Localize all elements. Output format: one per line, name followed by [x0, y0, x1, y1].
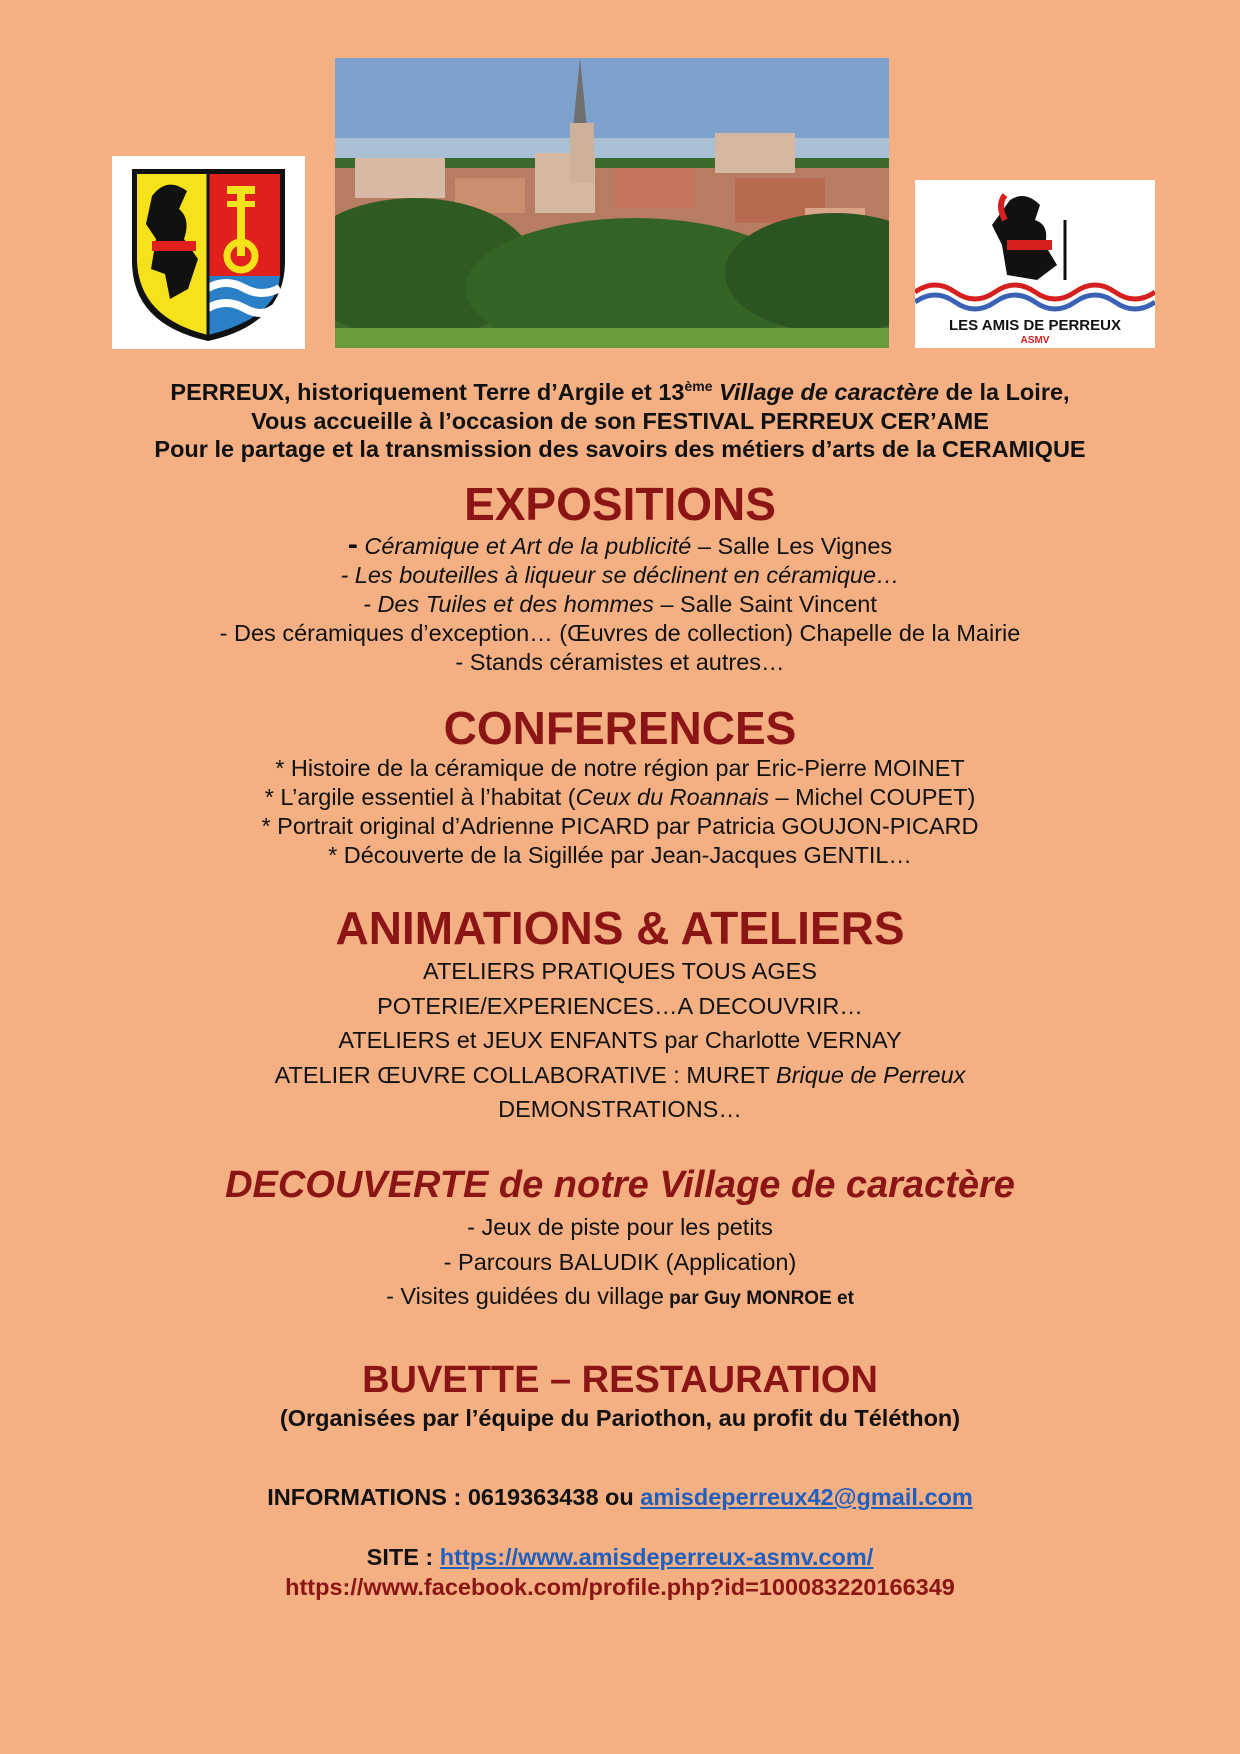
conf-item-2-italic: Ceux du Roannais	[575, 784, 769, 810]
conf-item-2-a: * L’argile essentiel à l’habitat (	[264, 784, 576, 810]
site-line	[0, 1542, 1240, 1572]
expo-item-1-italic: Céramique et Art de la publicité	[357, 533, 692, 559]
anim-item-4-a: ATELIER ŒUVRE COLLABORATIVE : MURET	[274, 1061, 777, 1088]
crest-shield-icon	[112, 156, 305, 349]
dec-item-1: - Jeux de piste pour les petits	[467, 1214, 773, 1240]
anim-item-4-italic: Brique de Perreux	[776, 1061, 966, 1088]
dec-item-2: - Parcours BALUDIK (Application)	[443, 1248, 797, 1275]
village-landscape-icon	[335, 58, 889, 348]
informations-label: INFORMATIONS : 0619363438 ou	[267, 1484, 641, 1510]
intro-line-1-italic: Village de caractère	[712, 379, 939, 405]
decouverte-section	[0, 1160, 1240, 1317]
village-photo	[335, 58, 889, 348]
expo-item-3-italic: - Des Tuiles et des hommes	[363, 591, 654, 617]
dec-item-3	[0, 1279, 1240, 1317]
decouverte-heading: DECOUVERTE de notre Village de caractère	[225, 1164, 1015, 1206]
lion-logo-icon	[915, 180, 1155, 348]
facebook-link[interactable]: https://www.facebook.com/profile.php?id=100083220166349	[285, 1574, 955, 1600]
animations-section	[0, 902, 1240, 1127]
association-logo	[915, 180, 1155, 348]
intro-line-3: Pour le partage et la transmission des savoirs des métiers d’arts de la CERAMIQUE	[154, 436, 1086, 462]
buvette-heading: BUVETTE – RESTAURATION	[362, 1359, 878, 1401]
email-link[interactable]: amisdeperreux42@gmail.com	[640, 1484, 973, 1510]
intro-line-1-a: PERREUX, historiquement Terre d’Argile et 13	[170, 379, 685, 405]
anim-item-4	[0, 1058, 1240, 1093]
anim-item-2: POTERIE/EXPERIENCES…A DECOUVRIR…	[377, 992, 863, 1019]
site-label: SITE :	[366, 1544, 440, 1570]
expo-item-3-b: – Salle Saint Vincent	[653, 591, 877, 617]
conf-item-2-b: – Michel COUPET)	[768, 784, 976, 810]
expo-item-3	[0, 590, 1240, 619]
logo-subtitle: ASMV	[1020, 335, 1050, 346]
anim-item-1: ATELIERS PRATIQUES TOUS AGES	[423, 958, 817, 984]
intro-line-2: Vous accueille à l’occasion de son FESTIVAL PERREUX CER’AME	[251, 407, 989, 434]
expo-item-1	[0, 530, 1240, 561]
expositions-heading: EXPOSITIONS	[464, 478, 776, 530]
expositions-section	[0, 478, 1240, 677]
expo-item-5: - Stands céramistes et autres…	[455, 649, 785, 675]
logo-title: LES AMIS DE PERREUX	[949, 317, 1121, 334]
conf-item-3: * Portrait original d’Adrienne PICARD par Patricia GOUJON-PICARD	[261, 813, 979, 839]
expo-item-1-b: – Salle Les Vignes	[691, 533, 893, 559]
crest-image	[112, 156, 305, 349]
anim-item-3: ATELIERS et JEUX ENFANTS par Charlotte VERNAY	[338, 1027, 902, 1053]
intro-line-1-b: de la Loire,	[938, 379, 1070, 405]
expo-item-4: - Des céramiques d’exception… (Œuvres de collection) Chapelle de la Mairie	[219, 620, 1021, 646]
anim-item-5: DEMONSTRATIONS…	[498, 1096, 742, 1122]
site-link[interactable]: https://www.amisdeperreux-asmv.com/	[439, 1544, 874, 1570]
animations-heading: ANIMATIONS & ATELIERS	[335, 902, 905, 954]
informations-line	[0, 1482, 1240, 1512]
conf-item-1: * Histoire de la céramique de notre région par Eric-Pierre MOINET	[275, 755, 965, 781]
conf-item-2	[0, 783, 1240, 812]
intro-line-1-sup: ème	[684, 378, 713, 394]
intro-line-1	[0, 372, 1240, 407]
buvette-subtitle: (Organisées par l’équipe du Pariothon, au profit du Téléthon)	[279, 1405, 961, 1431]
expo-item-1-dash: -	[347, 528, 358, 561]
dec-item-3-a: - Visites guidées du village	[386, 1283, 664, 1309]
conferences-heading: CONFERENCES	[443, 702, 797, 754]
conferences-section	[0, 702, 1240, 870]
buvette-section	[0, 1356, 1240, 1433]
dec-item-3-small: par Guy MONROE et	[663, 1288, 854, 1309]
conf-item-4: * Découverte de la Sigillée par Jean-Jacques GENTIL…	[328, 842, 912, 868]
expo-item-2: - Les bouteilles à liqueur se déclinent en céramique…	[340, 562, 900, 588]
intro-text	[0, 372, 1240, 464]
site-block	[0, 1542, 1240, 1602]
